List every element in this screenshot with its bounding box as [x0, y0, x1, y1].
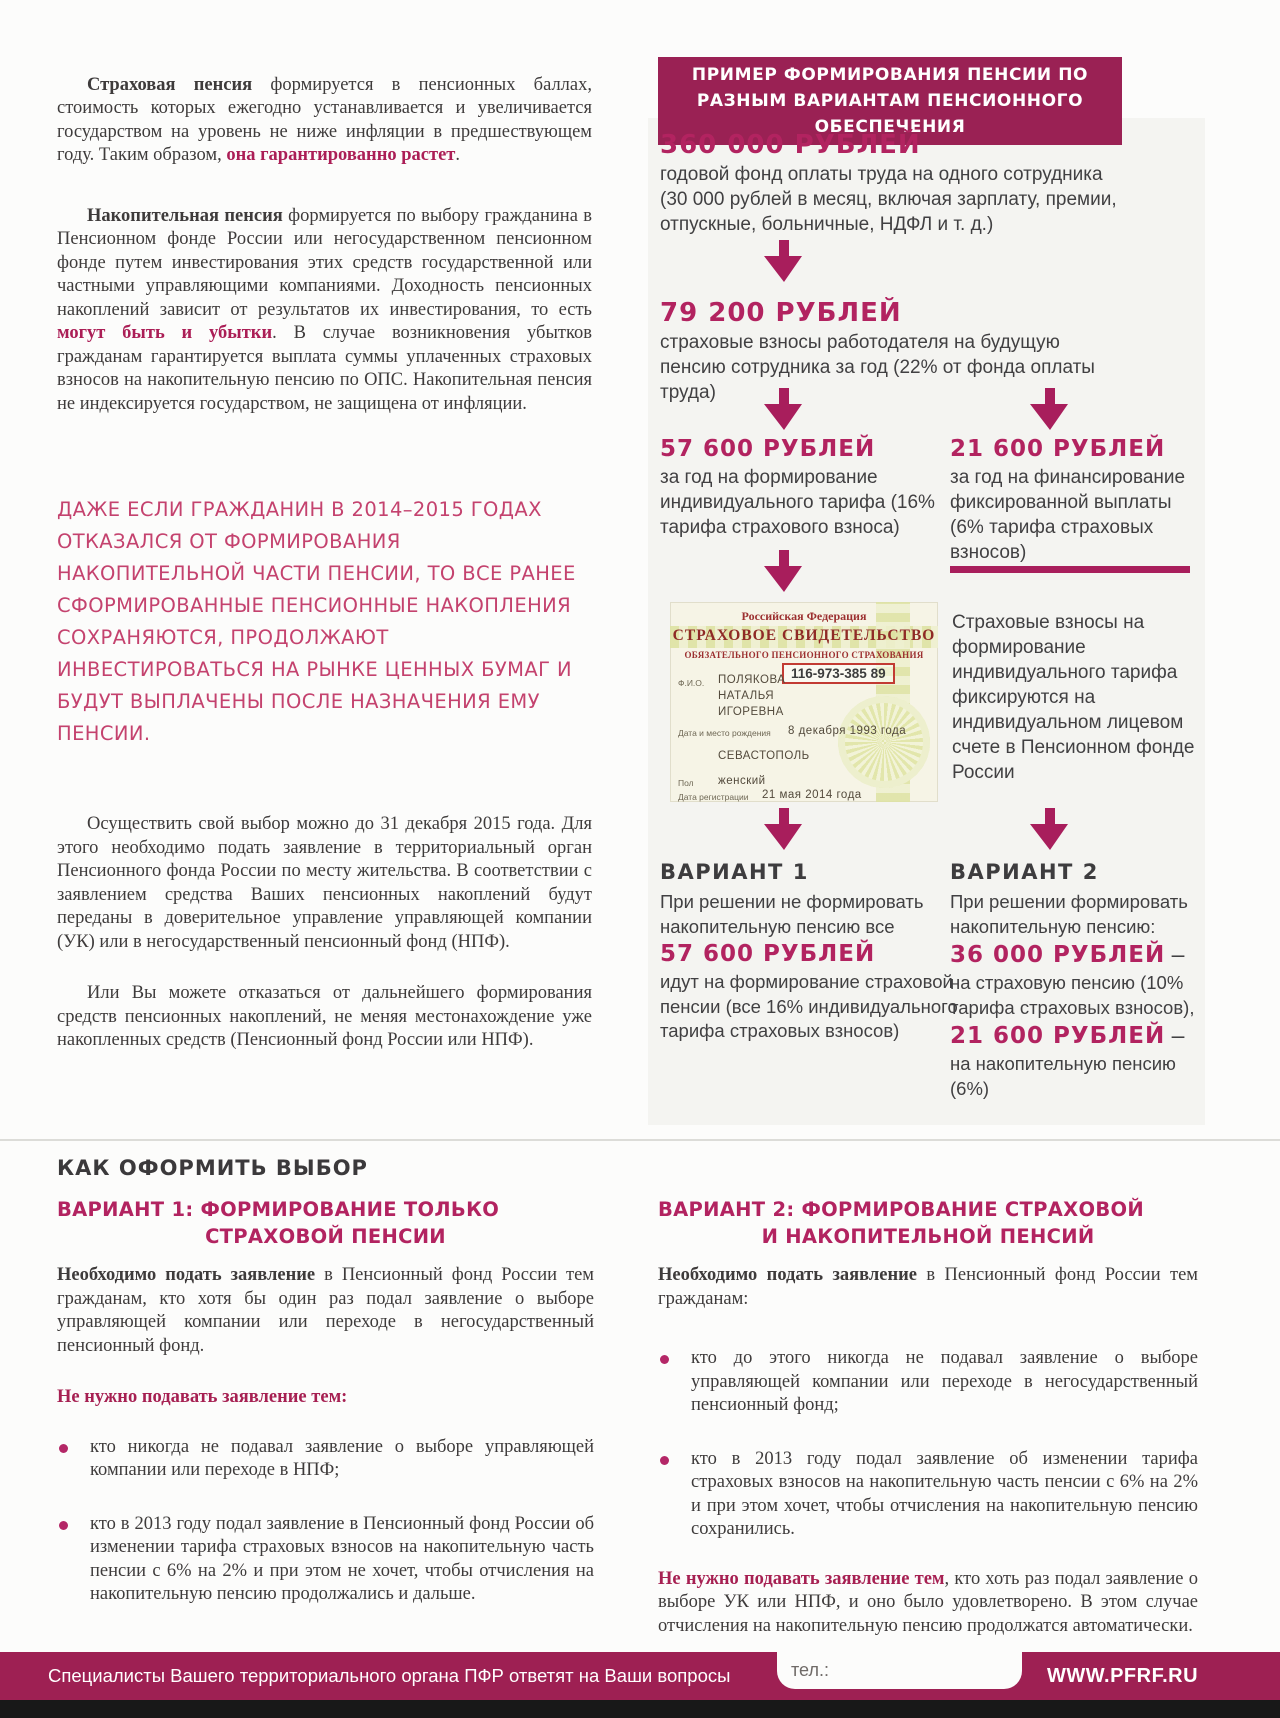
example-header-banner: ПРИМЕР ФОРМИРОВАНИЯ ПЕНСИИ ПО РАЗНЫМ ВАРИАНТАМ ПЕНСИОННОГО ОБЕСПЕЧЕНИЯ	[658, 57, 1122, 145]
arrow-down-icon	[762, 808, 806, 850]
certificate-title: СТРАХОВОЕ СВИДЕТЕЛЬСТВО	[672, 627, 936, 644]
arrow-down-icon	[762, 240, 806, 282]
heading-line: ВАРИАНТ 1: ФОРМИРОВАНИЕ ТОЛЬКО	[57, 1198, 500, 1221]
heading-line: СТРАХОВОЙ ПЕНСИИ	[205, 1225, 446, 1248]
paragraph-tail: .	[455, 145, 461, 165]
variant2-lead	[658, 1264, 1198, 1311]
heading-line: ВАРИАНТ 2: ФОРМИРОВАНИЕ СТРАХОВОЙ	[658, 1198, 1144, 1221]
magenta-divider	[950, 566, 1190, 573]
arrow-down-icon	[762, 388, 806, 430]
paragraph-funded-pension	[57, 205, 592, 417]
variant1-text-post: идут на формирование страховой пенсии (все 16% индивидуального тарифа страховых взносов)	[660, 971, 958, 1041]
lead-bold: Необходимо подать заявление	[57, 1265, 316, 1285]
list-item	[658, 1347, 1198, 1418]
paragraph-body: формируется в пенсионных баллах, стоимость которых ежегодно устанавливается и увеличивается государством на уровень не ниже инфляции в предшествующем году. Таким образом,	[57, 74, 592, 165]
certificate-subtitle: ОБЯЗАТЕЛЬНОГО ПЕНСИОННОГО СТРАХОВАНИЯ	[684, 650, 924, 660]
variant2-no-need-paragraph	[658, 1568, 1198, 1639]
fio-surname: ПОЛЯКОВА	[718, 674, 786, 686]
variant2-title: ВАРИАНТ 2	[950, 860, 1099, 884]
amount-description: за год на финансирование фиксированной выплаты (6% тарифа страховых взносов)	[950, 467, 1186, 563]
how-to-variant1-column	[57, 1196, 594, 1607]
amount-description: страховые взносы работодателя на будущую пенсию сотрудника за год (22% от фонда оплаты труда)	[660, 332, 1095, 403]
paragraph-deadline: Осуществить свой выбор можно до 31 декабря 2015 года. Для этого необходимо подать заявление в территориальный орган Пенсионного фонда России по месту жительства. В соответствии с заявлением средства Ваших пенсионных накоплений будут переданы в доверительное управление управляющей компании (УК) или в негосударственный пенсионный фонд (НПФ).	[57, 814, 592, 952]
amount-value: 21 600 РУБЛЕЙ	[950, 1023, 1166, 1049]
amount-360000: 360 000 РУБЛЕЙ	[660, 130, 921, 160]
amount-21600: 21 600 РУБЛЕЙ	[950, 436, 1166, 462]
scan-edge-strip	[0, 1700, 1280, 1718]
variant1-lead	[57, 1264, 594, 1358]
footer-text: Специалисты Вашего территориального органа ПФР ответят на Ваши вопросы	[48, 1665, 731, 1686]
paragraph-lead: Страховая пенсия	[87, 74, 253, 95]
birth-place: СЕВАСТОПОЛЬ	[718, 750, 810, 762]
guilloche-rosette	[838, 696, 930, 788]
amount-description: годовой фонд оплаты труда на одного сотрудника (30 000 рублей в месяц, включая зарплату, премии, отпускные, больничные, НДФЛ и т. д.)	[660, 164, 1117, 235]
how-to-title: КАК ОФОРМИТЬ ВЫБОР	[57, 1156, 368, 1180]
bullet-text: кто до этого никогда не подавал заявление о выборе управляющей компании или переходе в негосударственный пенсионный фонд;	[691, 1348, 1198, 1415]
amount-21600	[950, 1020, 1206, 1052]
variant2-text-pre: При решении формировать накопительную пенсию:	[950, 891, 1188, 937]
arrow-down-icon	[762, 550, 806, 592]
paragraph-refuse-option: Или Вы можете отказаться от дальнейшего формирования средств пенсионных накоплений, не меняя местонахождение уже накопленных средств (Пенсионный фонд России или НПФ).	[57, 983, 592, 1050]
amount-description: за год на формирование индивидуального тарифа (16% тарифа страхового взноса)	[660, 467, 935, 538]
no-need-note: Не нужно подавать заявление тем:	[57, 1387, 348, 1407]
pink-callout-text: ДАЖЕ ЕСЛИ ГРАЖДАНИН В 2014–2015 ГОДАХ ОТКАЗАЛСЯ ОТ ФОРМИРОВАНИЯ НАКОПИТЕЛЬНОЙ ЧАСТИ ПЕНСИИ, ТО ВСЕ РАНЕЕ СФОРМИРОВАННЫЕ ПЕНСИОННЫЕ НАКОПЛЕНИЯ СОХРАНЯЮТСЯ, ПРОДОЛЖАЮТ ИНВЕСТИРОВАТЬСЯ НА РЫНКЕ ЦЕННЫХ БУМАГ И БУДУТ ВЫПЛАЧЕНЫ ПОСЛЕ НАЗНАЧЕНИЯ ЕМУ ПЕНСИИ.	[57, 498, 576, 745]
insurance-number-badge: 116-973-385 89	[782, 663, 895, 684]
bullet-icon	[59, 1521, 68, 1530]
fio-name: НАТАЛЬЯ	[718, 690, 775, 702]
insurance-certificate-image	[670, 602, 938, 802]
fio-label: Ф.И.О.	[678, 678, 705, 688]
paragraph-lead: Накопительная пенсия	[87, 205, 283, 226]
accent-phrase: она гарантированно растет	[226, 145, 456, 165]
fio-patronymic: ИГОРЕВНА	[718, 706, 784, 718]
dash: –	[1165, 941, 1185, 967]
example-step-salary	[660, 128, 1128, 237]
amount-57600: 57 600 РУБЛЕЙ	[660, 436, 876, 462]
no-need-bold: Не нужно подавать заявление тем	[658, 1568, 945, 1589]
birth-date: 8 декабря 1993 года	[788, 725, 907, 737]
variant1-title: ВАРИАНТ 1	[660, 860, 809, 884]
variant2-text-post: на накопительную пенсию (6%)	[950, 1053, 1176, 1099]
note-individual-account: Страховые взносы на формирование индивидуального тарифа фиксируются на индивидуальном лицевом счете в Пенсионном фонде России	[952, 612, 1195, 783]
variant1-text-pre: При решении не формировать накопительную пенсию все	[660, 891, 924, 937]
no-need-rest: , кто хоть раз подал заявление о выборе УК или НПФ, и оно было удовлетворено. В этом случае отчисления на накопительную пенсию продолжатся автоматически.	[658, 1568, 1198, 1636]
tel-label: тел.:	[791, 1660, 829, 1680]
how-to-variant2-column	[658, 1196, 1198, 1657]
certificate-country: Российская Федерация	[741, 609, 867, 623]
branch-fixed-payment	[950, 433, 1198, 565]
bullet-text: кто в 2013 году подал заявление об изменении тарифа страховых взносов на накопительную часть пенсии с 6% на 2% и при этом хочет, чтобы отчисления на накопительную пенсию сохранились.	[691, 1448, 1198, 1539]
sex-label: Пол	[678, 778, 694, 788]
pfrf-website-url: WWW.PFRF.RU	[1047, 1665, 1199, 1687]
amount-value: 36 000 РУБЛЕЙ	[950, 942, 1166, 968]
bullet-icon	[660, 1355, 669, 1364]
amount-57600: 57 600 РУБЛЕЙ	[660, 941, 876, 967]
paragraph-tail: . В случае возникновения убытков гражданам гарантируется выплата суммы уплаченных страховых взносов на накопительную пенсию по ОПС. Накопительная пенсия не индексируется государством, не защищена от инфляции.	[57, 323, 592, 414]
paragraph-body: формируется по выбору гражданина в Пенсионном фонде России или негосударственном пенсионном фонде путем инвестирования этих средств государственной или частными управляющими компаниями. Доходность пенсионных накоплений зависит от результатов их инвестирования, то есть	[57, 205, 592, 320]
paragraph-insurance-pension	[57, 74, 592, 168]
variant1-result-block	[660, 860, 960, 1044]
footer-bar	[0, 1652, 1280, 1700]
section-divider	[0, 1139, 1280, 1141]
amount-79200: 79 200 РУБЛЕЙ	[660, 298, 902, 328]
heading-line: И НАКОПИТЕЛЬНОЙ ПЕНСИЙ	[761, 1225, 1095, 1248]
birth-label: Дата и место рождения	[678, 728, 771, 738]
list-item	[57, 1513, 594, 1607]
branch-individual-tariff	[660, 433, 948, 540]
arrow-down-icon	[1028, 388, 1072, 430]
left-text-column	[57, 55, 592, 1071]
accent-phrase: могут быть и убытки	[57, 323, 273, 343]
variant2-heading	[658, 1196, 1198, 1250]
amount-36000	[950, 939, 1206, 971]
bullet-icon	[59, 1444, 68, 1453]
dash: –	[1165, 1022, 1185, 1048]
bullet-text: кто в 2013 году подал заявление в Пенсионный фонд России об изменении тарифа страховых взносов на накопительную часть пенсии с 6% на 2% и при этом не хочет, чтобы отчисления на накопительную пенсию продолжались и дальше.	[90, 1513, 594, 1604]
bullet-icon	[660, 1456, 669, 1465]
list-item	[57, 1436, 594, 1483]
sex-value: женский	[718, 775, 766, 787]
registration-label: Дата регистрации	[678, 792, 749, 802]
registration-date: 21 мая 2014 года	[762, 789, 862, 801]
variant2-text-mid: на страховую пенсию (10% тарифа страховых взносов),	[950, 972, 1195, 1018]
lead-bold: Необходимо подать заявление	[658, 1265, 918, 1285]
list-item	[658, 1448, 1198, 1542]
arrow-down-icon	[1028, 808, 1072, 850]
lead-rest: в Пенсионный фонд России тем гражданам:	[658, 1265, 1198, 1309]
lead-rest: в Пенсионный фонд России тем гражданам, кто хотя бы один раз подал заявление о выборе управляющей компании или переходе в негосударственный пенсионный фонд.	[57, 1265, 594, 1356]
phone-write-in-field	[777, 1652, 1022, 1689]
variant1-heading	[57, 1196, 594, 1250]
bullet-text: кто никогда не подавал заявление о выборе управляющей компании или переходе в НПФ;	[90, 1436, 594, 1480]
variant2-result-block	[950, 860, 1206, 1101]
